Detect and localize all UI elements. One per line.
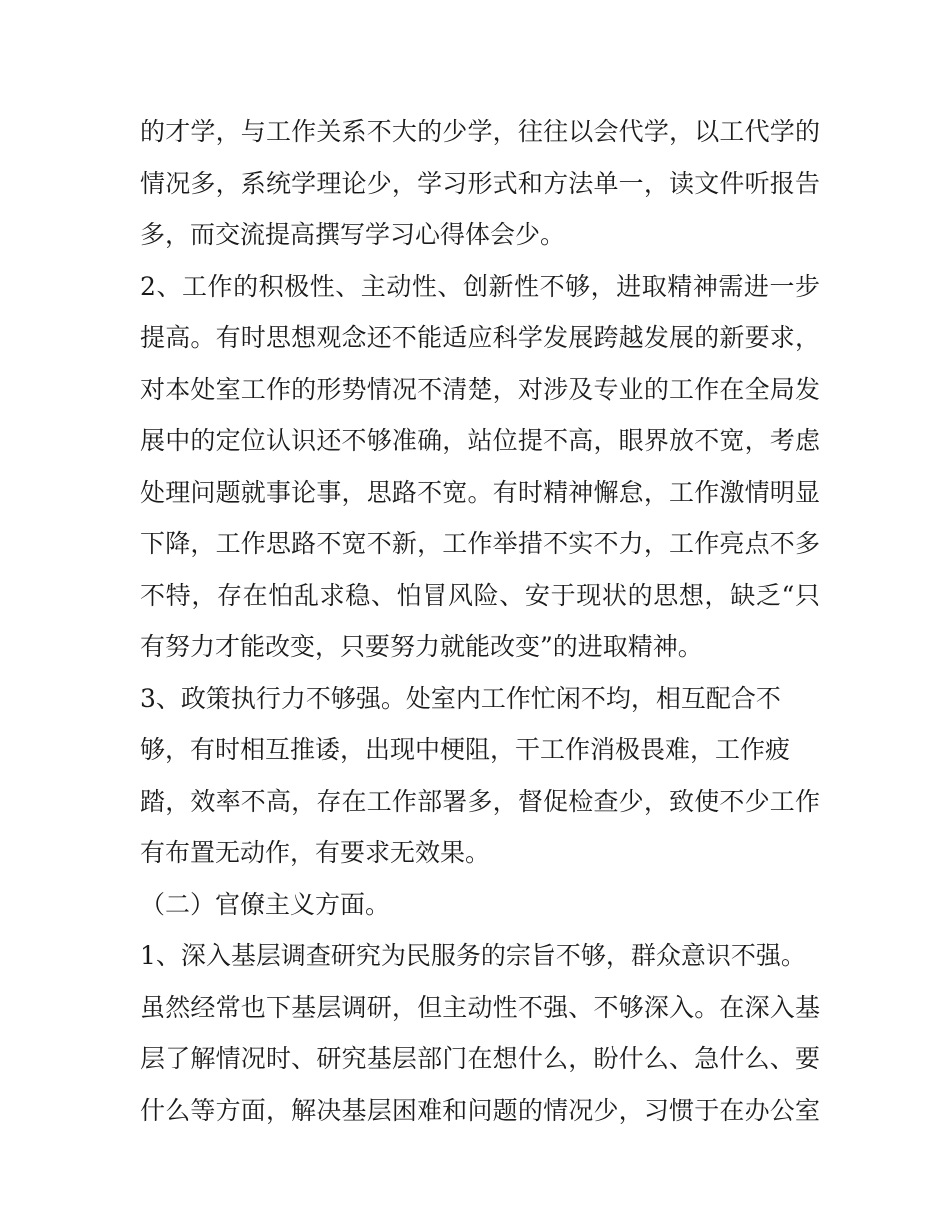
document-body (140, 106, 820, 1136)
text-line: 多，而交流提高撰写学习心得体会少。 (140, 220, 566, 249)
text-line: 下降，工作思路不宽不新，工作举措不实不力，工作亮点不多 (140, 529, 820, 558)
text-line: 展中的定位认识还不够准确，站位提不高，眼界放不宽，考虑 (140, 426, 820, 455)
text-line: 情况多，系统学理论少，学习形式和方法单一，读文件听报告 (140, 168, 820, 198)
text-line: 有布置无动作，有要求无效果。 (140, 838, 491, 867)
text-line: 3、政策执行力不够强。处室内工作忙闲不均，相互配合不 (140, 683, 781, 713)
text-line: 1、深入基层调查研究为民服务的宗旨不够，群众意识不强。 (140, 941, 806, 970)
text-line: 的才学，与工作关系不大的少学，往往以会代学，以工代学的 (140, 117, 820, 146)
text-line: 踏，效率不高，存在工作部署多，督促检查少，致使不少工作 (140, 786, 820, 816)
text-line: 层了解情况时、研究基层部门在想什么，盼什么、急什么、要 (140, 1044, 820, 1073)
text-line: 2、工作的积极性、主动性、创新性不够，进取精神需进一步 (140, 271, 820, 301)
text-line: 什么等方面，解决基层困难和问题的情况少，习惯于在办公室 (140, 1095, 820, 1125)
text-line: 处理问题就事论事，思路不宽。有时精神懈怠，工作激情明显 (140, 477, 820, 507)
text-line: 对本处室工作的形势情况不清楚，对涉及专业的工作在全局发 (140, 374, 820, 404)
text-line: 虽然经常也下基层调研，但主动性不强、不够深入。在深入基 (140, 992, 820, 1022)
text-line: 够，有时相互推诿，出现中梗阻，干工作消极畏难，工作疲 (140, 735, 791, 764)
text-line: 提高。有时思想观念还不能适应科学发展跨越发展的新要求， (140, 323, 820, 352)
section-heading: （二）官僚主义方面。 (140, 889, 391, 919)
text-line: 有努力才能改变，只要努力就能改变”的进取精神。 (140, 632, 703, 661)
text-line: 不特，存在怕乱求稳、怕冒风险、安于现状的思想，缺乏“只 (140, 580, 820, 610)
